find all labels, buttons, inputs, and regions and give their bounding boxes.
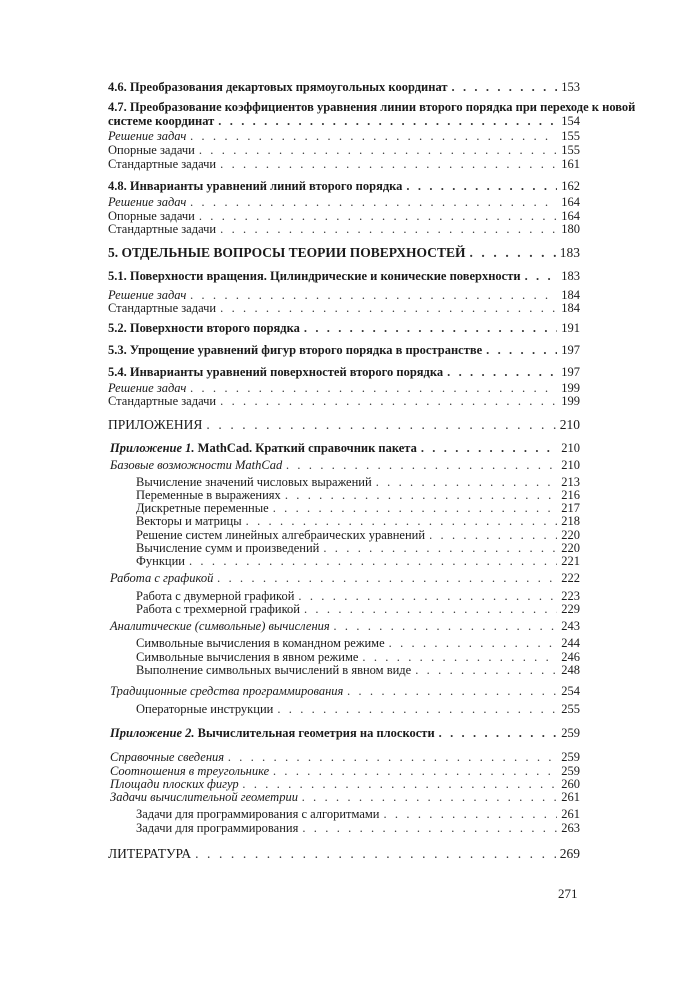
toc-entry-title: 5.2. Поверхности второго порядка (108, 321, 300, 335)
toc-entry-title-line: 4.7. Преобразование коэффициентов уравнения линии второго порядка при переходе к новой (108, 100, 636, 114)
dot-leader (429, 528, 557, 542)
dot-leader (189, 554, 557, 568)
toc-entry-title: Базовые возможности MathCad (110, 458, 283, 472)
toc-entry[interactable] (108, 246, 580, 260)
dot-leader (220, 157, 557, 171)
toc-entry[interactable] (108, 321, 580, 335)
toc-entry-title: Задачи для программирования с алгоритмами (136, 807, 380, 821)
toc-page-number: 259 (561, 764, 580, 778)
toc-entry[interactable] (108, 847, 580, 861)
toc-entry-title: Стандартные задачи (108, 301, 217, 315)
toc-entry[interactable] (108, 143, 580, 157)
toc-entry[interactable] (108, 418, 580, 432)
toc-page-number: 269 (559, 846, 580, 861)
toc-page-number: 199 (561, 381, 580, 395)
toc-entry-title: Вычисление значений числовых выражений (136, 475, 372, 489)
toc-entry[interactable] (136, 602, 580, 616)
toc-entry[interactable] (108, 209, 580, 223)
toc-page-number: 222 (561, 571, 580, 585)
toc-entry-title: Решение задач (108, 288, 187, 302)
toc-entry-title: Выполнение символьных вычислений в явном виде (136, 663, 412, 677)
toc-page-number: 210 (561, 458, 580, 472)
toc-entry[interactable] (136, 501, 580, 515)
toc-page-number: 221 (561, 554, 580, 568)
toc-entry-title: Решение задач (108, 129, 187, 143)
dot-leader (447, 365, 557, 379)
toc-entry-title: Вычисление сумм и произведений (136, 541, 320, 555)
appendix-label: Приложение 2. (110, 726, 195, 740)
toc-entry[interactable] (108, 157, 580, 171)
toc-entry[interactable] (136, 475, 580, 489)
dot-leader (486, 343, 557, 357)
toc-entry[interactable] (108, 394, 580, 408)
appendix-label: Приложение 1. (110, 441, 195, 455)
toc-page-number: 220 (561, 528, 580, 542)
toc-entry[interactable] (136, 541, 580, 555)
toc-entry-title: Опорные задачи (108, 209, 195, 223)
toc-entry[interactable] (136, 514, 580, 528)
toc-entry-title: ПРИЛОЖЕНИЯ (108, 417, 203, 432)
toc-page-number: 164 (561, 209, 580, 223)
dot-leader (220, 222, 557, 236)
toc-entry[interactable] (136, 702, 580, 716)
toc-entry[interactable] (110, 777, 580, 791)
dot-leader (190, 129, 557, 143)
toc-entry[interactable] (136, 663, 580, 677)
toc-entry-title: Традиционные средства программирования (110, 684, 344, 698)
toc-entry-title: Соотношения в треугольнике (110, 764, 270, 778)
toc-entry[interactable] (136, 528, 580, 542)
toc-page-number: 210 (561, 441, 580, 455)
toc-entry-title: Работа с трехмерной графикой (136, 602, 300, 616)
toc-entry[interactable] (108, 288, 580, 302)
toc-page-number: 223 (561, 589, 580, 603)
dot-leader (228, 750, 557, 764)
toc-entry-title: 5.3. Упрощение уравнений фигур второго порядка в пространстве (108, 343, 483, 357)
dot-leader (243, 777, 558, 791)
page-number: 271 (558, 886, 578, 901)
toc-entry-title: Аналитические (символьные) вычисления (110, 619, 330, 633)
dot-leader (304, 602, 557, 616)
toc-page-number: 220 (561, 541, 580, 555)
toc-entry[interactable] (108, 195, 580, 209)
appendix-title: MathCad. Краткий справочник пакета (194, 441, 417, 455)
toc-entry[interactable] (136, 554, 580, 568)
toc-entry[interactable] (110, 441, 580, 455)
toc-entry[interactable] (110, 790, 580, 804)
toc-page-number: 155 (561, 143, 580, 157)
toc-entry[interactable] (108, 381, 580, 395)
toc-entry[interactable] (108, 114, 580, 128)
toc-page-number: 244 (561, 636, 580, 650)
dot-leader (199, 143, 557, 157)
dot-leader (383, 807, 557, 821)
toc-page-number: 210 (559, 417, 580, 432)
toc-entry[interactable] (136, 650, 580, 664)
dot-leader (469, 246, 555, 260)
dot-leader (277, 702, 557, 716)
toc-page-number: 164 (561, 195, 580, 209)
dot-leader (286, 458, 557, 472)
dot-leader (304, 321, 557, 335)
toc-entry-title: ЛИТЕРАТУРА (108, 846, 192, 861)
toc-page-number: 199 (561, 394, 580, 408)
dot-leader (452, 80, 558, 94)
toc-page-number: 154 (561, 114, 580, 128)
toc-entry[interactable] (136, 636, 580, 650)
dot-leader (190, 195, 557, 209)
toc-entry[interactable] (108, 129, 580, 143)
toc-entry-title: Стандартные задачи (108, 394, 217, 408)
toc-entry-title (110, 441, 417, 455)
toc-entry[interactable] (110, 726, 580, 740)
toc-entry-title: Стандартные задачи (108, 222, 217, 236)
toc-entry-title: Задачи для программирования (136, 821, 299, 835)
toc-page-number: 162 (561, 179, 580, 193)
toc-entry-title: Площади плоских фигур (110, 777, 239, 791)
toc-page-number: 243 (561, 619, 580, 633)
dot-leader (302, 821, 557, 835)
toc-entry-title: Решение систем линейных алгебраических уравнений (136, 528, 426, 542)
toc-page-number: 259 (561, 750, 580, 764)
toc-page-number: 248 (561, 663, 580, 677)
toc-entry[interactable] (136, 589, 580, 603)
toc-entry-title: Работа с двумерной графикой (136, 589, 295, 603)
toc-entry-title: 5. ОТДЕЛЬНЫЕ ВОПРОСЫ ТЕОРИИ ПОВЕРХНОСТЕЙ (108, 245, 466, 260)
toc-page-number: 217 (561, 501, 580, 515)
dot-leader (415, 663, 557, 677)
toc-page-number: 183 (561, 269, 580, 283)
toc-entry-title: 5.1. Поверхности вращения. Цилиндрические и конические поверхности (108, 269, 521, 283)
toc-page-number: 259 (561, 726, 580, 740)
toc-page-number: 180 (561, 222, 580, 236)
toc-page-number: 260 (561, 777, 580, 791)
toc-entry[interactable] (108, 269, 580, 283)
toc-entry-title: Работа с графикой (110, 571, 214, 585)
dot-leader (525, 269, 558, 283)
dot-leader (199, 209, 557, 223)
dot-leader (220, 301, 557, 315)
toc-entry-title: 5.4. Инварианты уравнений поверхностей второго порядка (108, 365, 444, 379)
toc-page-number: 261 (561, 790, 580, 804)
toc-page-number: 183 (559, 245, 580, 260)
toc-entry[interactable] (108, 80, 580, 94)
toc-entry-title: Решение задач (108, 195, 187, 209)
toc-entry[interactable] (136, 807, 580, 821)
toc-page-number: 184 (561, 288, 580, 302)
dot-leader (217, 571, 557, 585)
toc-entry[interactable] (136, 488, 580, 502)
dot-leader (273, 501, 558, 515)
toc-entry-title: Стандартные задачи (108, 157, 217, 171)
toc-entry[interactable] (108, 222, 580, 236)
dot-leader (246, 514, 558, 528)
dot-leader (285, 488, 557, 502)
dot-leader (195, 847, 556, 861)
toc-entry[interactable] (110, 571, 580, 585)
toc-entry-title (110, 726, 435, 740)
toc-page-number: 216 (561, 488, 580, 502)
toc-page-number: 218 (561, 514, 580, 528)
dot-leader (190, 381, 557, 395)
toc-entry-title: Справочные сведения (110, 750, 225, 764)
dot-leader (218, 114, 557, 128)
dot-leader (406, 179, 557, 193)
appendix-title: Вычислительная геометрия на плоскости (194, 726, 435, 740)
toc-entry-title: Векторы и матрицы (136, 514, 242, 528)
toc-entry[interactable] (110, 458, 580, 472)
toc-entry-title: Символьные вычисления в явном режиме (136, 650, 359, 664)
toc-entry-title: Решение задач (108, 381, 187, 395)
toc-page-number: 213 (561, 475, 580, 489)
toc-entry[interactable] (136, 821, 580, 835)
toc-entry[interactable] (110, 750, 580, 764)
toc-entry[interactable] (108, 179, 580, 193)
dot-leader (273, 764, 557, 778)
dot-leader (206, 418, 555, 432)
dot-leader (298, 589, 557, 603)
toc-page-number: 263 (561, 821, 580, 835)
toc-entry[interactable] (108, 343, 580, 357)
toc-entry[interactable] (110, 619, 580, 633)
toc-entry-title: 4.6. Преобразования декартовых прямоугольных координат (108, 80, 448, 94)
dot-leader (347, 684, 557, 698)
toc-entry-title: системе координат (108, 114, 215, 128)
toc-entry-title: Опорные задачи (108, 143, 195, 157)
dot-leader (323, 541, 557, 555)
toc-entry[interactable] (108, 301, 580, 315)
toc-page-number: 184 (561, 301, 580, 315)
dot-leader (362, 650, 557, 664)
toc-page-number: 229 (561, 602, 580, 616)
toc-entry-title: 4.8. Инварианты уравнений линий второго порядка (108, 179, 403, 193)
toc-entry[interactable] (108, 365, 580, 379)
toc-page-number: 197 (561, 365, 580, 379)
dot-leader (334, 619, 558, 633)
toc-page-number: 261 (561, 807, 580, 821)
dot-leader (190, 288, 557, 302)
toc-entry-title: Операторные инструкции (136, 702, 274, 716)
dot-leader (439, 726, 558, 740)
dot-leader (376, 475, 558, 489)
toc-page-number: 254 (561, 684, 580, 698)
dot-leader (389, 636, 558, 650)
toc-entry-title: Переменные в выражениях (136, 488, 281, 502)
toc-page-number: 161 (561, 157, 580, 171)
dot-leader (421, 441, 557, 455)
toc-page-number: 153 (561, 80, 580, 94)
toc-entry-title: Задачи вычислительной геометрии (110, 790, 298, 804)
toc-page-number: 155 (561, 129, 580, 143)
toc-entry[interactable] (110, 764, 580, 778)
toc-page-number: 246 (561, 650, 580, 664)
dot-leader (302, 790, 557, 804)
toc-entry[interactable] (110, 684, 580, 698)
dot-leader (220, 394, 557, 408)
toc-page-number: 191 (561, 321, 580, 335)
toc-page-number: 197 (561, 343, 580, 357)
toc-entry-title: Функции (136, 554, 185, 568)
toc-entry-title: Дискретные переменные (136, 501, 269, 515)
toc-entry-title: Символьные вычисления в командном режиме (136, 636, 385, 650)
toc-page-number: 255 (561, 702, 580, 716)
